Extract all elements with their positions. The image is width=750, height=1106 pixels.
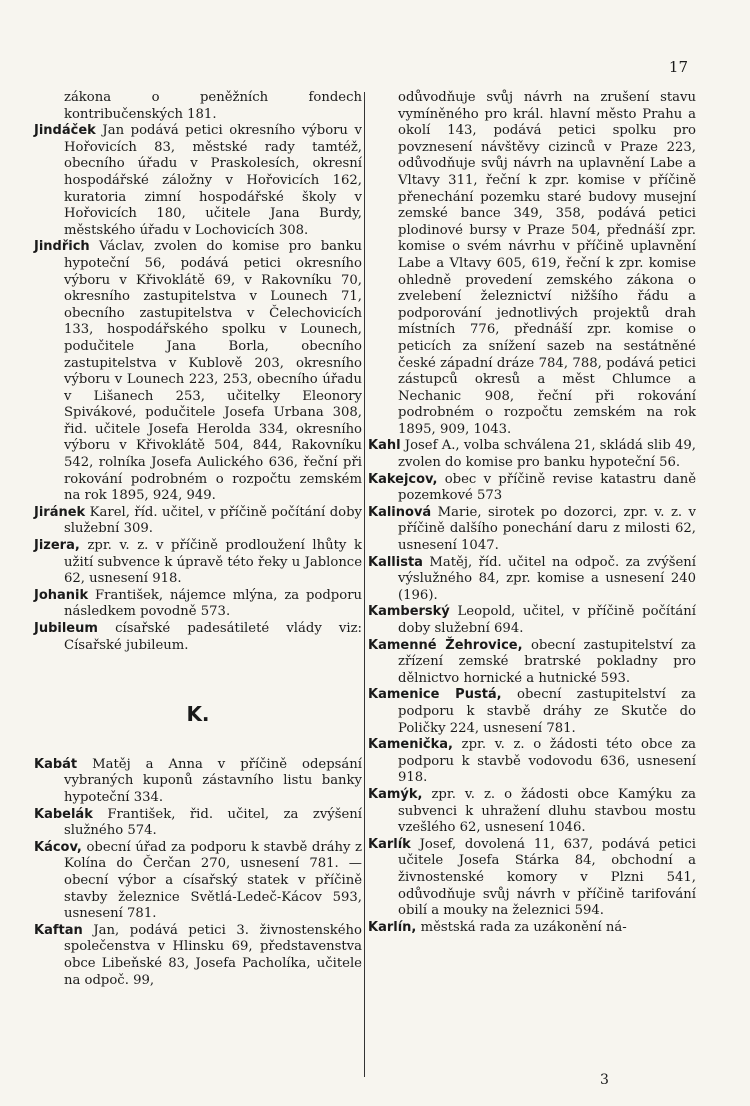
- entry-text: císařské padesátileté vlády viz: Císařské jubileum.: [64, 621, 362, 653]
- index-entry: [34, 505, 362, 538]
- column-divider: [364, 92, 365, 1077]
- entry-headword: Jindřich: [34, 239, 90, 255]
- entry-headword: Kamenice Pustá,: [368, 687, 502, 703]
- entry-text: městská rada za uzákonění ná-: [416, 919, 627, 935]
- entry-text: zpr. v. z. v příčině prodloužení lhůty k užití subvence k úpravě této řeky u Jablonce 62, usnesení 918.: [64, 538, 362, 587]
- entry-text: zpr. v. z. o žádosti této obce za podporu k stavbě vodovodu 636, usnesení 918.: [398, 737, 696, 786]
- entry-headword: Jizera,: [34, 538, 80, 554]
- index-entry: [34, 923, 362, 989]
- index-entry: [368, 687, 696, 737]
- entry-text: zákona o peněžních fondech kontribučenských 181.: [64, 90, 362, 122]
- index-entry: [368, 438, 696, 471]
- entry-text: Josef A., volba schválena 21, skládá slib 49, zvolen do komise pro banku hypoteční 56.: [398, 438, 696, 471]
- entry-headword: Karlík: [368, 836, 411, 852]
- entry-text: Leopold, učitel, v příčině počítání doby služební 694.: [398, 604, 696, 636]
- entry-text: Marie, sirotek po dozorci, zpr. v. z. v příčině dalšího ponechání daru z milosti 62, usnesení 1047.: [398, 504, 696, 554]
- signature-mark: 3: [600, 1072, 609, 1088]
- entry-headword: Jubileum: [34, 621, 98, 636]
- entry-headword: Kabelák: [34, 806, 93, 822]
- entry-headword: Kakejcov,: [368, 471, 438, 487]
- index-entry: [368, 472, 696, 505]
- index-entry: [34, 621, 362, 654]
- entry-headword: Kalinová: [368, 504, 432, 520]
- entry-text: Václav, zvolen do komise pro banku hypoteční 56, podává petici okresního výboru v Křivoklátě 69, v Rakovníku 70, okresního zastupitelstva v Lounech 71, obecního zastupitelstva v Čelechovicích 133, hospodářského spolku v Lounech, podučitele Jana Borla, obecního zastupitelstva v Kublově 203, okresního výboru v Lounech 223, 253, obecního úřadu v Lišanech 253, učitelky Eleonory Spivákové, podučitele Josefa Urbana 308, řid. učitele Josefa Herolda 334, okresního výboru v Křivoklátě 504, 844, Rakovníku 542, rolníka Josefa Aulického 636, řeční při rokování podrobném o rozpočtu zemském na rok 1895, 924, 949.: [64, 239, 362, 504]
- entry-text: Karel, říd. učitel, v příčině počítání doby služební 309.: [64, 504, 362, 537]
- index-entry: [34, 757, 362, 807]
- index-entry: [368, 737, 696, 787]
- entry-headword: Kallista: [368, 554, 423, 570]
- index-entry: [368, 555, 696, 605]
- entry-text: František, nájemce mlýna, za podporu následkem povodně 573.: [64, 587, 362, 620]
- index-entry: [34, 239, 362, 505]
- index-entry: [34, 807, 362, 840]
- index-entry: [368, 920, 696, 937]
- entry-headword: Jiránek: [34, 504, 86, 520]
- index-entry: [34, 90, 362, 123]
- entry-text: obecní zastupitelství za zřízení zemské bratrské pokladny pro dělnictvo hornické a hutnické 593.: [398, 637, 696, 686]
- index-entry: [368, 837, 696, 920]
- index-entry: [34, 840, 362, 923]
- entry-text: Matěj, říd. učitel na odpoč. za zvýšení výslužného 84, zpr. komise a usnesení 240 (196).: [398, 554, 696, 603]
- entry-headword: Kácov,: [34, 839, 82, 855]
- entry-headword: Jindáček: [34, 123, 96, 139]
- entry-text: odůvodňuje svůj návrh na zrušení stavu vymíněného pro král. hlavní město Prahu a okolí 143, podává petici spolku pro povznesení návštěvy cizinců v Praze 223, odůvodňuje svůj návrh na uplavnění Labe a Vltavy 311, řeční k zpr. komise v příčině přenechání pozemku staré budovy musejní zemské bance 349, 358, podává petici plodinové bursy v Praze 504, přednáší zpr. komise o svém návrhu v příčině uplavnění Labe a Vltavy 605, 619, řeční k zpr. komise ohledně provedení zemského zákona o zvelebení železnictví nižšího řádu a podporování jednotlivých projektů drah místních 776, přednáší zpr. komise o peticích za snížení sazeb na sestátněné české západní dráze 784, 788, podává petici zástupců okresů a měst Chlumce a Nechanic 908, řeční při rokování podrobném o rozpočtu zemském na rok 1895, 909, 1043.: [398, 90, 696, 437]
- entry-headword: Kaftan: [34, 922, 83, 938]
- entry-text: zpr. v. z. o žádosti obce Kamýku za subvenci k uhražení dluhu stavbou mostu vzešlého 62, usnesení 1046.: [398, 786, 696, 836]
- index-entry: [34, 538, 362, 588]
- index-entry: [34, 123, 362, 239]
- index-entry: [368, 604, 696, 637]
- entry-text: obecní úřad za podporu k stavbě dráhy z Kolína do Čerčan 270, usnesení 781. — obecní výbor a císařský statek v příčině stavby železnice Světlá-Ledeč-Kácov 593, usnesení 781.: [64, 839, 362, 922]
- right-column: [368, 90, 696, 936]
- section-letter: K.: [186, 702, 210, 727]
- entry-text: obecní zastupitelství za podporu k stavbě dráhy ze Skutče do Poličky 224, usnesení 781.: [398, 687, 696, 736]
- entry-headword: Karlín,: [368, 919, 417, 935]
- entry-headword: Johanik: [34, 587, 89, 603]
- entry-headword: Kahl: [368, 438, 401, 454]
- entry-headword: Kabát: [34, 756, 78, 772]
- index-entry: [368, 638, 696, 688]
- index-entry: [368, 90, 696, 438]
- entry-headword: Kamýk,: [368, 786, 423, 802]
- index-entry: [34, 588, 362, 621]
- index-entry: [368, 505, 696, 555]
- entry-headword: Kamberský: [368, 604, 450, 620]
- entry-text: obec v příčině revise katastru daně pozemkové 573: [398, 471, 696, 504]
- left-column: [34, 90, 362, 989]
- entry-text: Josef, dovolená 11, 637, podává petici učitele Josefa Stárka 84, obchodní a živnostenské komory v Plzni 541, odůvodňuje svůj návrh v příčině tarifování obilí a mouky na železnici 594.: [398, 836, 696, 919]
- entry-headword: Kamenička,: [368, 737, 453, 753]
- entry-text: Matěj a Anna v příčině odepsání vybraných kuponů zástavního listu banky hypoteční 334.: [64, 756, 362, 805]
- page-number: 17: [668, 58, 688, 76]
- entry-text: Jan podává petici okresního výboru v Hořovicích 83, městské rady tamtéž, obecního úřadu v Praskolesích, okresní hospodářské záložny v Hořovicích 162, kuratoria zimní hospodářské školy v Hořovicích 180, učitele Jana Burdy, městského úřadu v Lochovicích 308.: [64, 123, 362, 238]
- entry-headword: Kamenné Žehrovice,: [368, 637, 523, 653]
- entry-text: František, řid. učitel, za zvýšení služného 574.: [64, 806, 362, 839]
- entry-text: Jan, podává petici 3. živnostenského společenstva v Hlinsku 69, představenstva obce Libeňské 83, Josefa Pacholíka, učitele na odpoč. 99,: [64, 922, 362, 988]
- index-entry: [368, 787, 696, 837]
